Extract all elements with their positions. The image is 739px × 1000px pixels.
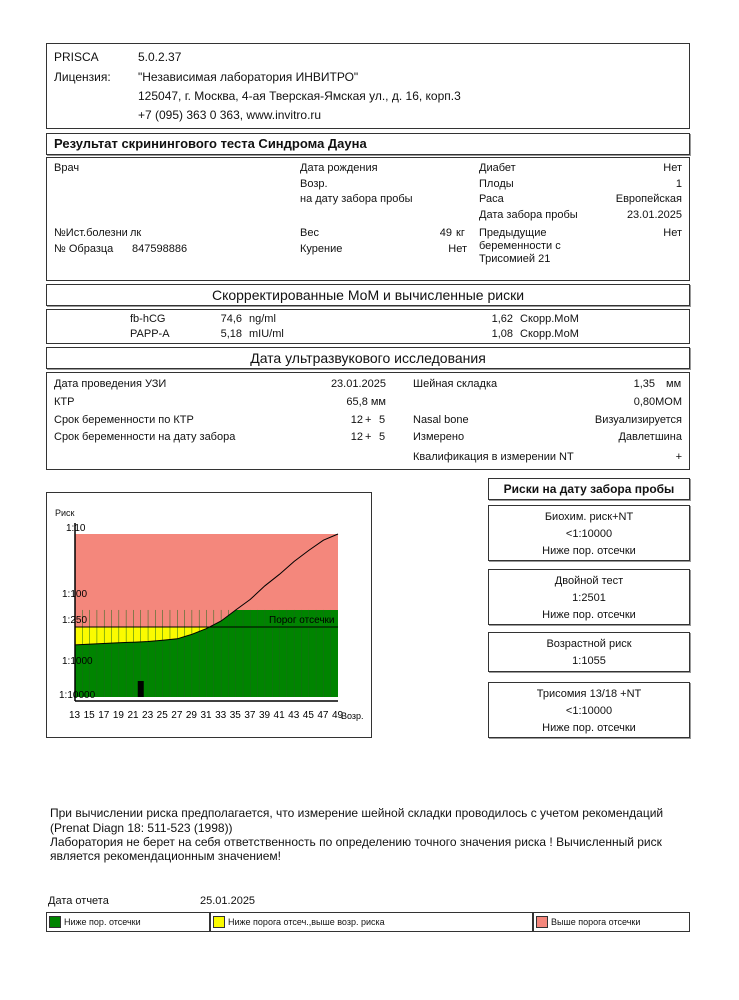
smoking-value: Нет (448, 243, 467, 255)
sample-date-value: 23.01.2025 (626, 209, 682, 221)
risk-name: Двойной тест (554, 575, 624, 587)
x-tick-label: 41 (273, 710, 285, 721)
age-label-2: на дату забора пробы (300, 193, 413, 205)
qual-value: + (675, 451, 682, 463)
ktr-label: КТР (54, 396, 75, 408)
weight-label: Вес (300, 227, 319, 239)
mom-row-unit: mIU/ml (249, 328, 284, 340)
x-tick-label: 39 (258, 710, 271, 721)
x-tick-label: 45 (302, 710, 314, 721)
fetuses-value: 1 (675, 178, 682, 190)
license-label: Лицензия: (54, 70, 111, 84)
ga-ktr-plus: + (365, 414, 372, 426)
mom-row-name: fb-hCG (130, 313, 166, 325)
ga-sample-weeks: 12 (350, 431, 363, 443)
nt-value: 1,35 (633, 378, 655, 390)
note-line: При вычислении риска предполагается, что измерение шейной складки проводилось с учетом рекомендаций (50, 806, 664, 820)
chart-xlabel: Возр. (341, 711, 364, 721)
report-date-label: Дата отчета (48, 895, 109, 907)
nasal-value: Визуализируется (594, 414, 682, 426)
risk-note: Ниже пор. отсечки (542, 545, 636, 557)
legend-label: Ниже пор. отсечки (64, 917, 141, 927)
lab-contacts: +7 (095) 363 0 363, www.invitro.ru (138, 108, 322, 122)
result-title: Результат скринингового теста Синдрома Дауна (54, 136, 367, 151)
smoking-label: Курение (300, 243, 343, 255)
lab-address: 125047, г. Москва, 4-ая Тверская-Ямская ул., д. 16, корп.3 (138, 89, 461, 103)
mom-row-mom-label: Скорр.МоМ (520, 328, 579, 340)
race-label: Раса (479, 193, 504, 205)
note-line: (Prenat Diagn 18: 511-523 (1998)) (50, 821, 233, 835)
ga-sample-label: Срок беременности на дату забора (54, 431, 236, 443)
x-tick-label: 49 (332, 710, 344, 721)
risk-chart (47, 493, 371, 737)
legend-item-mid (210, 912, 533, 932)
y-tick-label: 1:100 (62, 589, 88, 600)
risk-value: 1:2501 (572, 592, 606, 604)
birth-label: Дата рождения (300, 162, 378, 174)
fetuses-label: Плоды (479, 178, 514, 190)
doctor-label: Врач (54, 162, 80, 174)
risk-note: Ниже пор. отсечки (542, 609, 636, 621)
sample-date-label: Дата забора пробы (479, 209, 578, 221)
note-line: Лаборатория не берет на себя ответственность по определению точного значения риска ! Вычисленный риск (50, 835, 662, 849)
risk-value: <1:10000 (565, 528, 613, 540)
legend-swatch (536, 916, 548, 928)
risk-box-double (488, 569, 690, 625)
ga-sample-plus: + (365, 431, 372, 443)
y-tick-label: 1:10000 (59, 690, 96, 701)
x-tick-label: 35 (229, 710, 241, 721)
x-tick-label: 15 (83, 710, 95, 721)
history-label: №Ист.болезни (54, 227, 128, 239)
mom-title: Скорректированные МоМ и вычисленные риски (211, 287, 525, 303)
legend-label: Выше порога отсечки (551, 917, 641, 927)
ga-ktr-days: 5 (379, 414, 386, 426)
x-tick-label: 19 (112, 710, 124, 721)
mom-row-unit: ng/ml (249, 313, 276, 325)
sample-no-value: 847598886 (132, 243, 188, 255)
diabetes-label: Диабет (479, 162, 516, 174)
us-date-label: Дата проведения УЗИ (54, 378, 167, 390)
race-value: Европейская (615, 193, 682, 205)
y-tick-label: 1:250 (62, 615, 88, 626)
x-tick-label: 13 (69, 710, 81, 721)
risk-name: Трисомия 13/18 +NT (536, 688, 642, 700)
prev-label-2: беременности с (479, 240, 561, 252)
risk-name: Биохим. риск+NT (544, 511, 634, 523)
mom-row-mom: 1,08 (491, 328, 513, 340)
x-tick-label: 25 (156, 710, 168, 721)
nt-unit: мм (666, 378, 682, 390)
x-tick-label: 23 (142, 710, 154, 721)
legend-label: Ниже порога отсеч.,выше возр. риска (228, 917, 385, 927)
prev-label-3: Трисомией 21 (479, 253, 551, 265)
report-date-value: 25.01.2025 (200, 895, 256, 907)
x-tick-label: 43 (288, 710, 300, 721)
app-version: 5.0.2.37 (138, 50, 182, 64)
x-ticks (69, 710, 344, 721)
ktr-value: 65,8 мм (346, 396, 386, 408)
x-tick-label: 47 (317, 710, 329, 721)
risk-box-t1318 (488, 682, 690, 738)
us-date-value: 23.01.2025 (330, 378, 386, 390)
risk-box-age (488, 632, 690, 672)
prev-label: Предыдущие (479, 227, 547, 239)
x-tick-label: 29 (185, 710, 198, 721)
legend-swatch (49, 916, 61, 928)
x-tick-label: 27 (171, 710, 183, 721)
mom-row-mom: 1,62 (491, 313, 513, 325)
chart-ylabel: Риск (55, 508, 75, 518)
measured-value: Давлетшина (618, 431, 682, 443)
note-line: является рекомендационным значением! (50, 849, 281, 863)
diabetes-value: Нет (663, 162, 682, 174)
prev-value: Нет (663, 227, 682, 239)
nt-mom: 0,80МОМ (633, 396, 682, 408)
mom-row-value: 5,18 (220, 328, 242, 340)
us-title: Дата ультразвукового исследования (250, 350, 486, 366)
legend-item-low (46, 912, 210, 932)
ga-ktr-weeks: 12 (350, 414, 363, 426)
x-tick-label: 21 (127, 710, 139, 721)
risk-name: Возрастной риск (546, 638, 632, 650)
ga-ktr-label: Срок беременности по КТР (54, 414, 194, 426)
weight-unit: кг (456, 227, 465, 239)
legend-item-high (533, 912, 690, 932)
risk-value: <1:10000 (565, 705, 613, 717)
mom-row-mom-label: Скорр.МоМ (520, 313, 579, 325)
age-label: Возр. (300, 178, 328, 190)
legend-swatch (213, 916, 225, 928)
y-tick-label: 1:1000 (62, 656, 93, 667)
license-org: "Независимая лаборатория ИНВИТРО" (138, 70, 359, 84)
patient-marker (138, 681, 144, 697)
sample-no-label: № Образца (54, 243, 114, 255)
x-tick-label: 17 (98, 710, 110, 721)
qual-label: Квалификация в измерении NT (413, 451, 574, 463)
risk-value: 1:1055 (572, 655, 606, 667)
x-tick-label: 37 (244, 710, 256, 721)
y-tick-label: 1:10 (66, 523, 86, 534)
measured-label: Измерено (413, 431, 465, 443)
x-tick-label: 31 (200, 710, 212, 721)
cutoff-label: Порог отсечки (269, 615, 335, 626)
mom-row-value: 74,6 (220, 313, 242, 325)
patient-box (46, 157, 690, 281)
risk-box-biochem (488, 505, 690, 561)
nt-label: Шейная складка (413, 378, 498, 390)
weight-value: 49 (439, 227, 452, 239)
risk-note: Ниже пор. отсечки (542, 722, 636, 734)
mom-row-name: PAPP-A (130, 328, 170, 340)
app-name: PRISCA (54, 50, 99, 64)
nasal-label: Nasal bone (413, 414, 469, 426)
x-tick-label: 33 (215, 710, 227, 721)
ga-sample-days: 5 (379, 431, 386, 443)
history-value: лк (130, 227, 142, 239)
risks-title: Риски на дату забора пробы (503, 482, 675, 496)
